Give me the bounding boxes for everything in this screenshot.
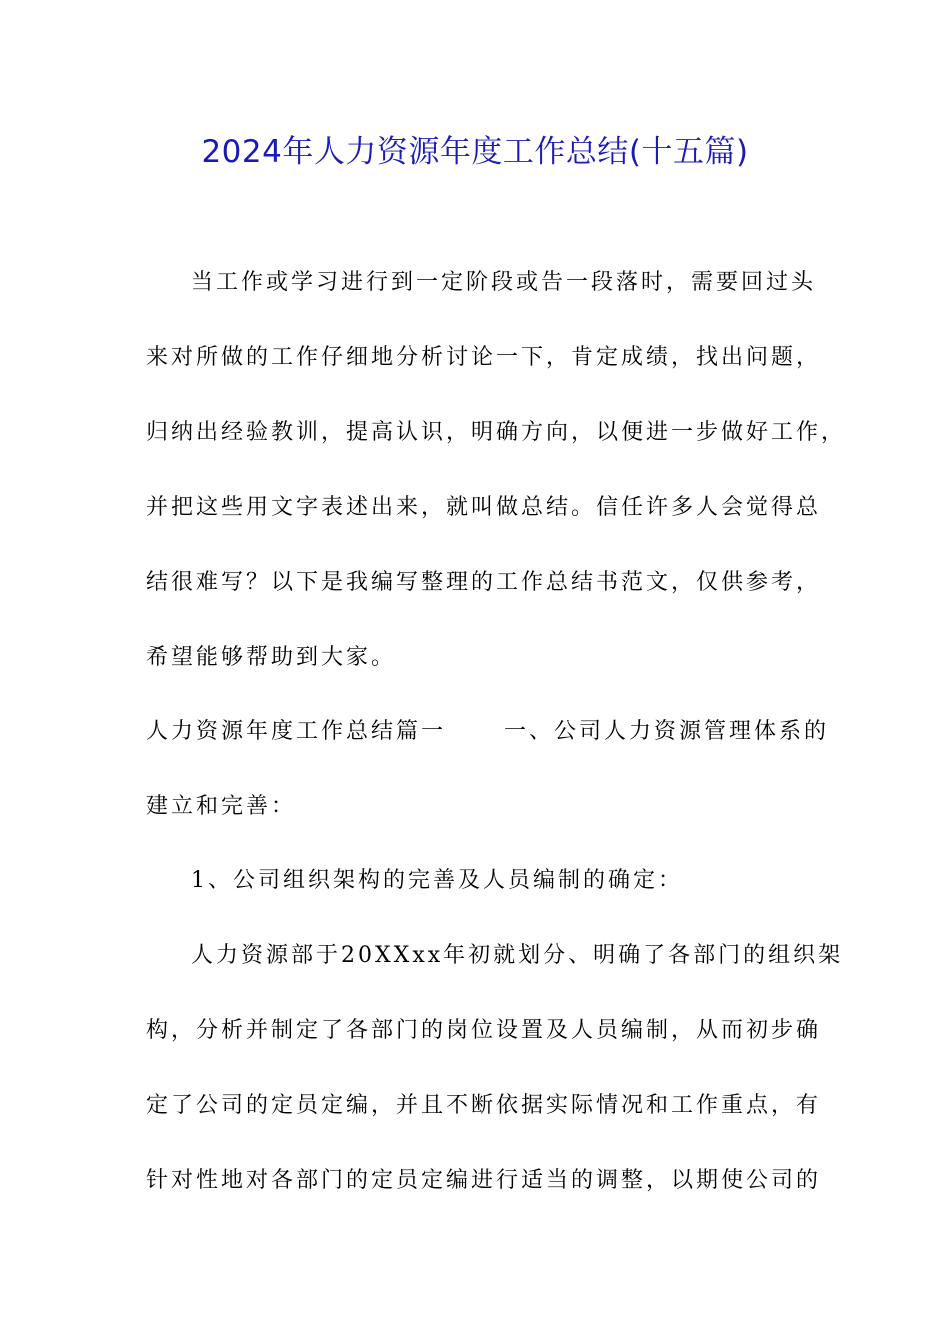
body-line-3: 定了公司的定员定编，并且不断依据实际情况和工作重点，有 — [146, 1093, 822, 1118]
section-heading-line-2: 建立和完善： — [146, 794, 297, 819]
body-line-1: 人力资源部于20XXxx年初就划分、明确了各部门的组织架 — [191, 943, 844, 968]
document-title: 2024年人力资源年度工作总结(十五篇) — [201, 134, 749, 170]
intro-line-3: 归纳出经验教训，提高认识，明确方向，以便进一步做好工作， — [146, 420, 847, 445]
body-line-4: 针对性地对各部门的定员定编进行适当的调整，以期使公司的 — [146, 1168, 822, 1193]
intro-line-2: 来对所做的工作仔细地分析讨论一下，肯定成绩，找出问题， — [146, 345, 822, 370]
part-heading: 一、公司人力资源管理体系的 — [504, 719, 830, 744]
intro-line-6: 希望能够帮助到大家。 — [146, 645, 397, 670]
intro-line-4: 并把这些用文字表述出来，就叫做总结。信任许多人会觉得总 — [146, 495, 822, 520]
chapter-heading: 人力资源年度工作总结篇一 — [146, 719, 447, 744]
intro-line-5: 结很难写？以下是我编写整理的工作总结书范文，仅供参考， — [146, 570, 822, 595]
intro-line-1: 当工作或学习进行到一定阶段或告一段落时，需要回过头 — [191, 270, 817, 295]
body-line-2: 构，分析并制定了各部门的岗位设置及人员编制，从而初步确 — [146, 1018, 822, 1043]
subsection-heading: 1、公司组织架构的完善及人员编制的确定： — [191, 868, 683, 893]
section-heading-line-1 — [146, 717, 829, 747]
